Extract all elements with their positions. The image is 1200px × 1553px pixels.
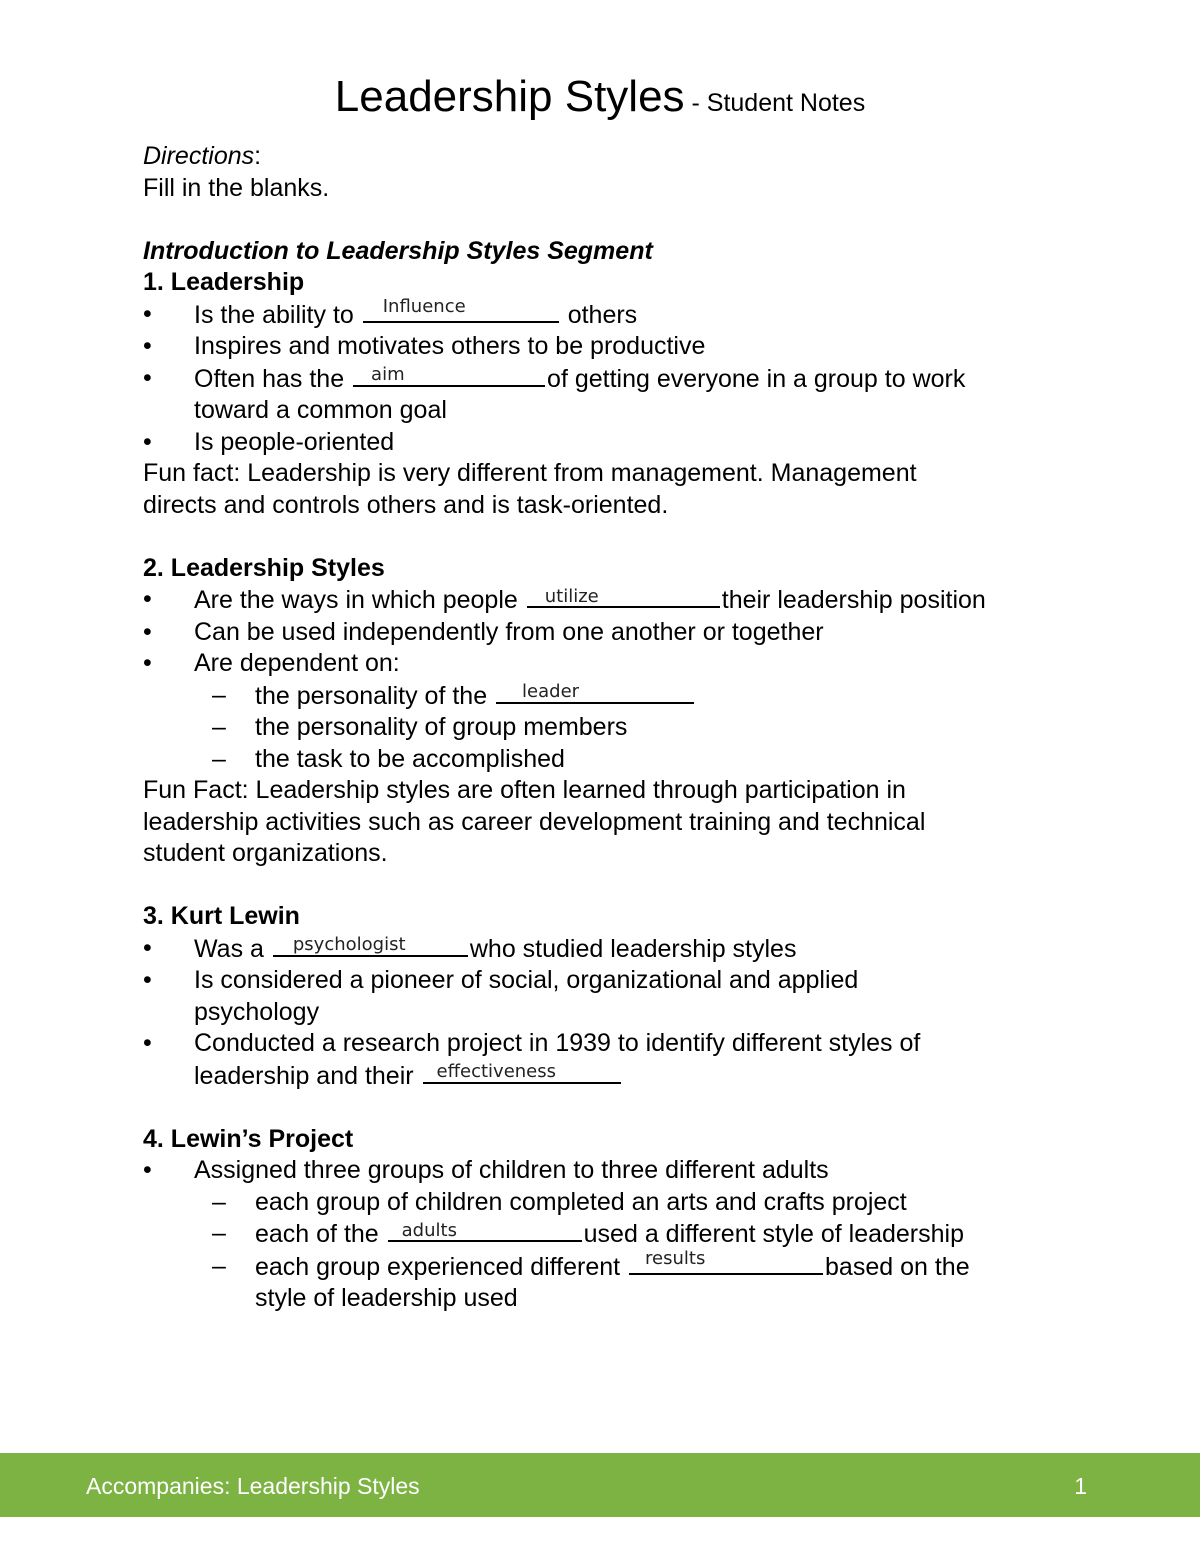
dash-mark: –: [212, 1251, 226, 1280]
dash-item: – the personality of group members: [143, 712, 1103, 744]
dash-item: – each of the adults used a different style of leadership: [143, 1218, 1103, 1251]
bullet-item: • Often has the aim of getting everyone in a group to work: [143, 363, 1103, 396]
fill-blank[interactable]: [273, 933, 468, 957]
bullet-item: • Are the ways in which people utilize their leadership position: [143, 584, 1103, 617]
blank-answer: results: [645, 1248, 706, 1269]
blank-answer: aim: [371, 364, 405, 385]
bullet-mark: •: [143, 585, 152, 613]
dash-item: – each group of children completed an arts and crafts project: [143, 1187, 1103, 1219]
dash-item: – each group experienced different results based on the: [143, 1251, 1103, 1284]
bullet-item: • Inspires and motivates others to be productive: [143, 331, 1103, 363]
fill-blank[interactable]: [423, 1060, 621, 1084]
directions-label: Directions: [143, 142, 255, 170]
bullet-mark: •: [143, 649, 152, 677]
directions-text: Fill in the blanks.: [143, 173, 330, 202]
page-number: 1: [1074, 1473, 1087, 1499]
bullet-mark: •: [143, 1156, 152, 1184]
bullet-item: • Assigned three groups of children to three different adults: [143, 1155, 1103, 1187]
section-1-heading: 1. Leadership: [143, 268, 305, 296]
fun-fact-line: Fun fact: Leadership is very different from management. Management: [143, 459, 917, 487]
bullet-mark: •: [143, 299, 152, 328]
dash-mark: –: [212, 744, 226, 773]
segment-title: Introduction to Leadership Styles Segment: [143, 236, 653, 265]
bullet-mark: •: [143, 1029, 152, 1057]
dash-item: – the task to be accomplished: [143, 744, 1103, 776]
fun-fact-line: student organizations.: [143, 839, 388, 867]
footer-text: Accompanies: Leadership Styles: [86, 1473, 420, 1499]
blank-answer: adults: [401, 1219, 457, 1241]
title-subtitle: - Student Notes: [684, 89, 866, 117]
blank-answer: leader: [522, 681, 580, 702]
fill-blank[interactable]: [353, 363, 545, 387]
dash-mark: –: [212, 1219, 226, 1247]
bullet-item: • Is people-oriented: [143, 427, 1103, 459]
bullet-mark: •: [143, 363, 152, 392]
fill-blank[interactable]: [629, 1248, 823, 1275]
bullet-item: • Is considered a pioneer of social, organizational and applied: [143, 965, 1103, 997]
fill-blank[interactable]: [388, 1218, 582, 1242]
fill-blank[interactable]: [527, 584, 720, 608]
section-2-heading: 2. Leadership Styles: [143, 553, 385, 582]
section-3-heading: 3. Kurt Lewin: [143, 902, 300, 930]
title-main: Leadership Styles: [334, 72, 685, 121]
fill-blank[interactable]: [363, 296, 559, 323]
bullet-mark: •: [143, 617, 152, 646]
dash-mark: –: [212, 680, 226, 709]
dash-mark: –: [212, 713, 226, 741]
bullet-item: • Can be used independently from one another or together: [143, 617, 1103, 649]
dash-continuation: style of leadership used: [255, 1284, 518, 1312]
fun-fact-line: leadership activities such as career development training and technical: [143, 807, 926, 836]
blank-answer: psychologist: [292, 934, 406, 955]
bullet-item: • Conducted a research project in 1939 to identify different styles of: [143, 1028, 1103, 1060]
fill-blank[interactable]: [496, 680, 694, 704]
bullet-continuation: toward a common goal: [194, 396, 447, 424]
page-title: [0, 72, 1200, 122]
dash-mark: –: [212, 1187, 226, 1216]
blank-answer: effectiveness: [436, 1061, 557, 1082]
bullet-item: • Are dependent on:: [143, 648, 1103, 680]
section-4-heading: 4. Lewin’s Project: [143, 1124, 354, 1153]
blank-answer: Influence: [382, 296, 466, 317]
bullet-mark: •: [143, 427, 152, 456]
bullet-mark: •: [143, 933, 152, 962]
bullet-mark: •: [143, 966, 152, 994]
bullet-continuation: psychology: [194, 997, 320, 1026]
fun-fact-line: directs and controls others and is task-oriented.: [143, 490, 669, 519]
footer-bar: [0, 1453, 1200, 1517]
bullet-item: • Is the ability to Influence others: [143, 299, 1103, 332]
notes-content: [143, 141, 1103, 1315]
bullet-item: • Was a psychologist who studied leadership styles: [143, 933, 1103, 966]
directions-colon: :: [254, 142, 262, 170]
dash-item: – the personality of the leader: [143, 680, 1103, 713]
blank-answer: utilize: [544, 585, 599, 607]
fun-fact-line: Fun Fact: Leadership styles are often learned through participation in: [143, 776, 906, 804]
bullet-mark: •: [143, 332, 152, 360]
bullet-continuation: leadership and their effectiveness: [143, 1060, 1103, 1093]
directions-line: [143, 141, 1103, 173]
